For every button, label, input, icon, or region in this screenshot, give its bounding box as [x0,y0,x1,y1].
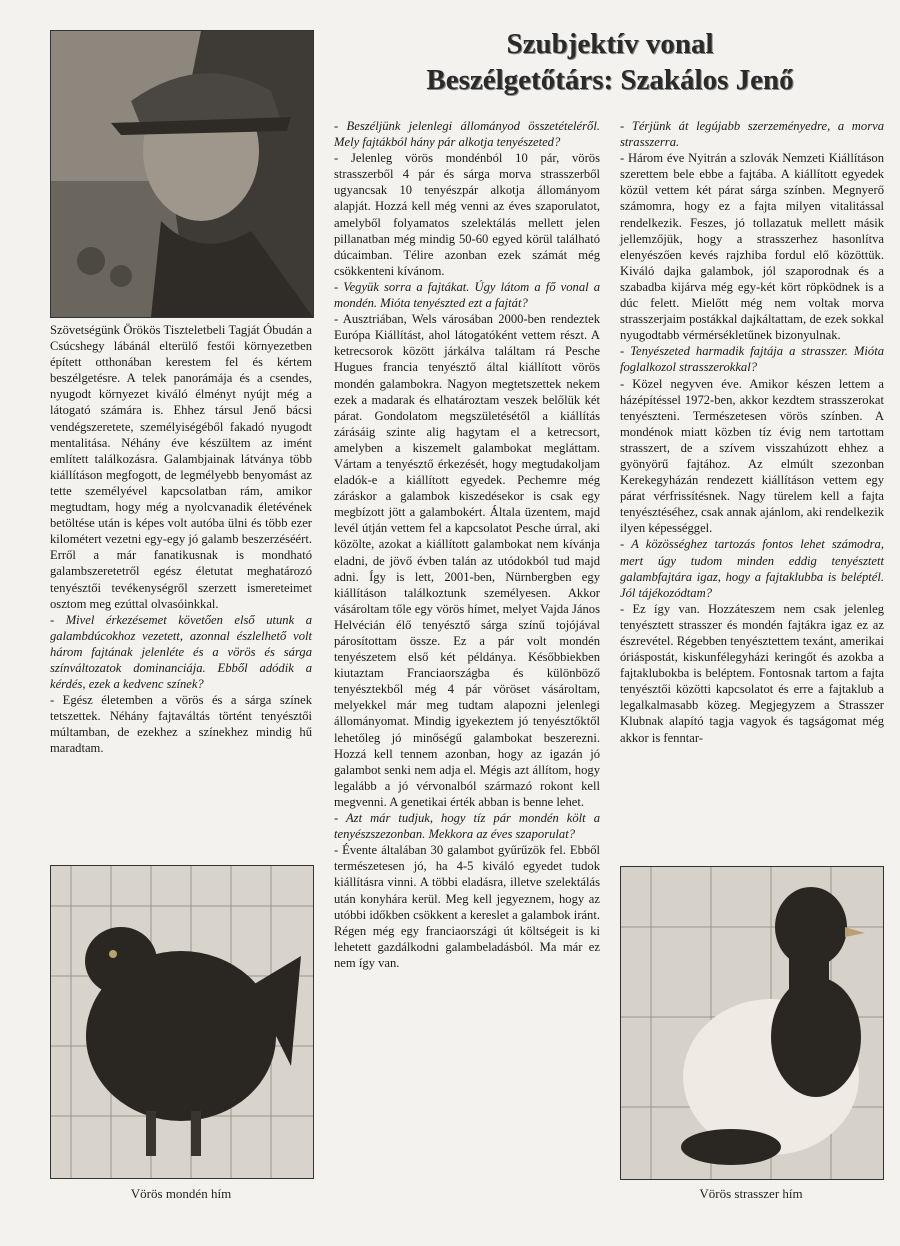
pigeon-photo-left [50,865,314,1179]
question-paragraph: - Tenyészeted harmadik fajtája a strasszer. Mióta foglalkozol strasszerokkal? [620,344,884,375]
column-2 [334,118,600,971]
pigeon-photo-right [620,866,884,1180]
question-paragraph: - A közösséghez tartozás fontos lehet számodra, mert úgy tudom minden eddig tenyésztett galambfajtára igaz, hogy a fajtaklubba is beléptél. Jól tájékozódtam? [620,537,884,600]
answer-paragraph: - Közel negyven éve. Amikor készen lettem a házépítéssel 1972-ben, akkor kezdtem strasszerokat tenyészteni. Természetesen vörös színben. A mondénok miatt közben tíz évig nem tartottam strasszert, de a szívem visszahúzott ehhez a gyönyörű fajtához. Az elmúlt szezonban Kerekegyházán rendezett kiállításon vettem egy párat vérfrissítésnek. Nagy türelem kell a fajta tenyésztéséhez, csak annak ajánlom, aki rendelkezik ilyen képességgel. [620,376,884,536]
caption-right: Vörös strasszer hím [699,1186,803,1201]
title-line-2: Beszélgetőtárs: Szakálos Jenő [426,64,794,96]
column-1 [50,322,312,757]
answer-paragraph: - Jelenleg vörös mondénból 10 pár, vörös strasszerből 4 pár és sárga morva strasszerből ugyancsak 10 tenyészpár alkotja állományom alapját. Hozzá kell még venni az éves szaporulatot, amelyből folyamatos szelektálás mellett jelen pillanatban még mindig 50-60 egyed körül található dúcaimban. Télire azonban ezek számát még csökkenteni kívánom. [334,151,600,278]
caption-left: Vörös mondén hím [130,1186,232,1201]
portrait-photo [50,30,314,318]
answer-paragraph: - Ez így van. Hozzáteszem nem csak jelenleg tenyésztett strasszer és mondén fajtákra igaz ez az észrevétel. Régebben tenyésztettem texánt, amerikai óriáspostát, kiskunfélegyházi keringőt és azokba a fajtaklubokba is beléptem. Fontosnak tartom a fajta tenyésztői közötti kapcsolatot és erre a fajtaklub a legalkalmasabb közeg. Megjegyzem a Strasszer Klubnak alapító tagja vagyok és tagságomat még akkor is fenntar- [620,601,884,745]
intro-paragraph: Szövetségünk Örökös Tiszteletbeli Tagját Óbudán a Csúcshegy lábánál elterülő festői környezetben épített otthonában kerestem fel és kértem beszélgetésre. A telek panorámája és a csendes, nyugodt környezet kiváló élményt nyújt még a látogató számára is. Ehhez társul Jenő bácsi vendégszeretete, személyiségéből fakadó nyugodt mentalitása. Néhány éve készültem az imént említett találkozásra. Galambjainak látványa több kiállításon megfogott, de legmélyebb benyomást az tette személyével kapcsolatban rám, amikor megtudtam, hogy még a nyolcvanadik életévének betöltése után is képes volt autóba ülni és több ezer kilométert vezetni egy-egy jó galamb beszerzéséért. Erről a már fanatikusnak is mondható galambszeretetről egész életutat meghatározó tenyésztői tevékenységről szerzett ismereteimet osztom meg ezúttal olvasóinkkal. [50,323,312,611]
question-paragraph: - Térjünk át legújabb szerzeményedre, a morva strasszerra. [620,119,884,150]
column-3 [620,118,884,746]
question-paragraph: - Beszéljünk jelenlegi állományod összetételéről. Mely fajtákból hány pár alkotja tenyészeted? [334,119,600,150]
question-paragraph: - Vegyük sorra a fajtákat. Úgy látom a fő vonal a mondén. Mióta tenyészted ezt a fajtát? [334,279,600,311]
answer-paragraph: - Évente általában 30 galambot gyűrűzök fel. Ebből természetesen jó, ha 4-5 kiváló egyedet tudok kiállításra vinni. A többi eladásra, illetve szelektálás után konyhára kerül. Meg kell jegyeznem, hogy az utóbbi időkben csökkent a kereslet a galambok iránt. Régen még egy franciaországi út költségeit is ki lehetett gazdálkodni galambeladásból. Ma már ez nem így van. [334,843,600,970]
answer-paragraph: - Egész életemben a vörös és a sárga színek tetszettek. Néhány fajtaváltás történt tenyésztői múltamban, de ezekhez a színekhez mindig hű maradtam. [50,693,312,756]
question-paragraph: - Azt már tudjuk, hogy tíz pár mondén költ a tenyészszezonban. Mekkora az éves szaporulat? [334,811,600,842]
title-line-1: Szubjektív vonal [506,28,714,60]
answer-paragraph: - Három éve Nyitrán a szlovák Nemzeti Kiállításon szerettem bele ebbe a fajtába. A kiállított egyedek közül vettem két párat sárga színben. Megnyerő számomra, hogy ez a fajta milyen vitalitással rendelkezik. Feszes, jó tollazatuk mellett másik jellemzőjük, hogy a strasszerhez hasonlítva elenyészően kevés rajzhiba fordul elő közöttük. Kiváló dajka galambok, jól szaporodnak és a szabadba kijárva még egy-két kört röpködnek is a dúc felett. Mielőtt még nem voltak morva strasszerjaim postákkal dajkáltattam, de ezek sokkal nyugodtabb vérmérsékletűnek bizonyulnak. [620,151,884,343]
answer-paragraph: - Ausztriában, Wels városában 2000-ben rendeztek Európa Kiállítást, ahol látogatóként vettem részt. A ketrecsorok között járkálva találtam rá Pesche Hugues francia tenyésztő által kiállított vörös mondén galambokra. Nagyon megtetszettek nekem ezek a madarak és elhatároztam veszek belőlük két párat. Gondolatom megszületésétől a kiállítás zárásáig szinte alig hagytam el a ketrecsort, amelyben a kiszemelt galambokat megláttam. Vártam a tenyésztő érkezését, hogy megtudakoljam eladók-e a kiállított egyedek. Pechemre még záráskor a galambok kiszedésekor is csak egy megbízott jött a galambokért. Általa üzentem, majd levél útján vettem fel a kapcsolatot Pesche úrral, aki közölte, azokat a kiállított galambokat nem kívánja eladni, de jövő évben talán az utódokból tud majd adni. Így is lett, 2001-ben, Nürnbergben egy kiállításon találkoztunk személyesen. Akkor vásároltam tőle egy vörös hímet, melyet Vajda János Helvécián élő tenyésztő sárga színű tojójával párosítottam össze. Ez a pár volt mondén tenyészetem első két példánya. Későbbiekben kiutaztam Franciaországba és különböző tenyésztekből még 4 pár vöröset vásároltam, melyekkel már meg tudtam alapozni jelenlegi állományomat. Mindig igyekeztem jó tenyésztőktől lehetőleg jó minőségű galambokat beszerezni. Hozzá kell tennem azonban, hogy az igazán jó galambot senki nem adja el. Mégis azt állítom, hogy legalább a jó vérvonalból származó rokont kell megvenni. A genetikai érték abban is benne lehet. [334,312,600,809]
article-title [330,26,890,98]
question-paragraph: - Mivel érkezésemet követően első utunk a galambdúcokhoz vezetett, azonnal észlelhető volt három fajtának jelenléte és a vörös és sárga színváltozatok dominanciája. Ebből adódik a kérdés, ezek a kedvenc színek? [50,612,312,692]
